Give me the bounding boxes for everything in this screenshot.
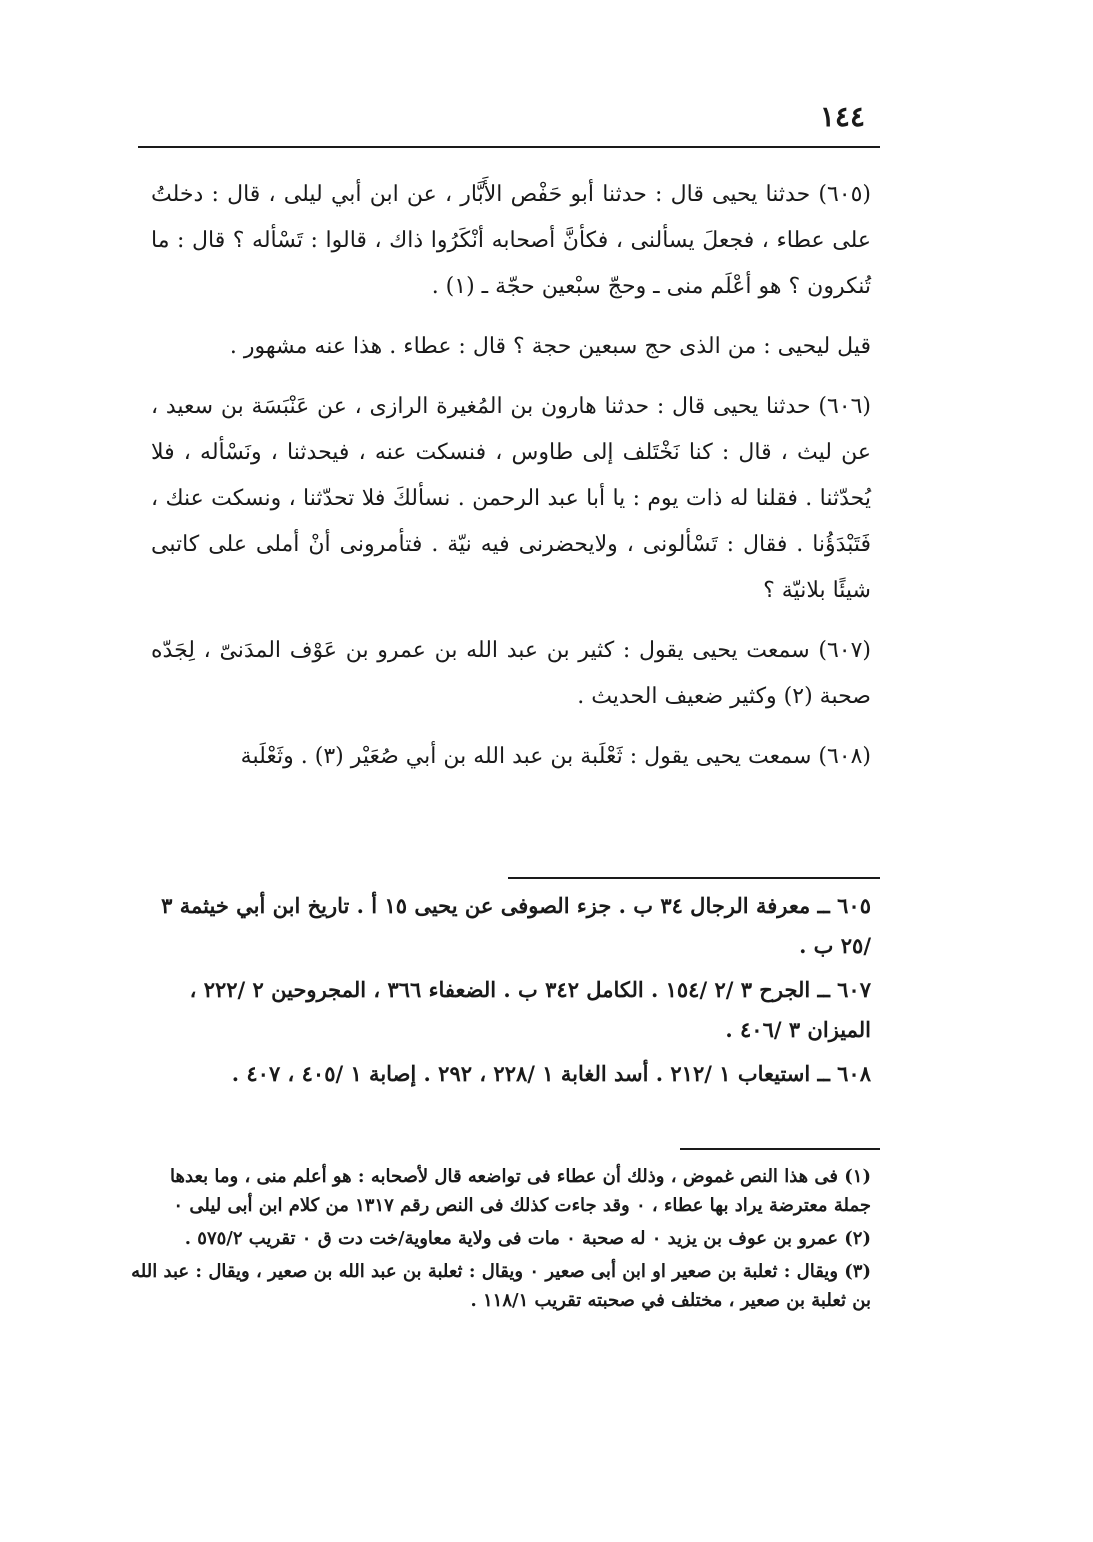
sources-rule [508,877,880,879]
footnote-2: (٢) عمرو بن عوف بن يزيد ٠ له صحبة ٠ مات فى ولاية معاوية/خت دت ق ٠ تقريب ٥٧٥/٢ . [184,1228,871,1249]
paragraph-608: (٦٠٨) سمعت يحيى يقول : ثَعْلَبة بن عبد الله بن أبي صُعَيْر (٣) . وثَعْلَبة [240,744,871,769]
source-608: ٦٠٨ ــ استيعاب ١ /٢١٢ . أسد الغابة ١ /٢٢٨ ، ٢٩٢ . إصابة ١ /٤٠٥ ، ٤٠٧ . [231,1061,871,1086]
source-605: ٦٠٥ ــ معرفة الرجال ٣٤ ب . جزء الصوفى عن يحيى ١٥ أ . تاريخ ابن أبي خيثمة ٣ /٢٥ ب . [161,893,871,958]
footnote-1: (١) فى هذا النص غموض ، وذلك أن عطاء فى تواضعه قال لأصحابه : هو أعلم منى ، وما بعدها جملة معترضة يراد بها عطاء ، ٠ وقد جاءت كذلك فى النص رقم ١٣١٧ من كلام ابن أبى ليلى ٠ [170,1166,871,1216]
footnotes-rule [680,1148,880,1150]
footnotes [131,1162,871,1319]
paragraph-606: (٦٠٦) حدثنا يحيى قال : حدثنا هارون بن المُغيرة الرازى ، عن عَنْبَسَة بن سعيد ، عن ليث ، قال : كنا نَخْتَلف إلى طاوس ، فنسكت عنه ، فيحدثنا ، ونَسْأله ، فلا يُحدّثنا . فقلنا له ذات يوم : يا أبا عبد الرحمن . نسألكَ فلا تحدّثنا ، ونسكت عنك ، فَتَبْدَؤُنا . فقال : تَسْألونى ، ولايحضرنى فيه نيّة . فتأمرونى أنْ أملى على كاتبى شيئًا بلانيّة ؟ [151,394,871,603]
paragraph-605-note: قيل ليحيى : من الذى حج سبعين حجة ؟ قال : عطاء . هذا عنه مشهور . [229,334,871,359]
sources-list [151,886,871,1098]
footnote-3: (٣) ويقال : ثعلبة بن صعير او ابن أبى صعير ٠ ويقال : ثعلبة بن عبد الله بن صعير ، ويقال : عبد الله بن ثعلبة بن صعير ، مختلف في صحبته تقريب ١١٨/١ . [131,1261,871,1311]
paragraph-607: (٦٠٧) سمعت يحيى يقول : كثير بن عبد الله بن عمرو بن عَوْف المدَنىّ ، لِجَدّه صحبة (٢) وكثير ضعيف الحديث . [151,638,871,709]
paragraph-605: (٦٠٥) حدثنا يحيى قال : حدثنا أبو حَفْص الأَبَّار ، عن ابن أبي ليلى ، قال : دخلتُ على عطاء ، فجعلَ يسألنى ، فكأنَّ أصحابه أنْكَرُوا ذاك ، قالوا : تَسْأله ؟ قال : ما تُنكرون ؟ هو أعْلَم منى ـ وحجّ سبْعين حجّة ـ (١) . [151,182,871,299]
header-rule [138,146,880,148]
source-607: ٦٠٧ ــ الجرح ٣ /٢ /١٥٤ . الكامل ٣٤٢ ب . الضعفاء ٣٦٦ ، المجروحين ٢ /٢٢٢ ، الميزان ٣ /٤٠٦ . [189,977,871,1042]
page-number: ١٤٤ [819,100,865,133]
main-text [151,172,871,794]
